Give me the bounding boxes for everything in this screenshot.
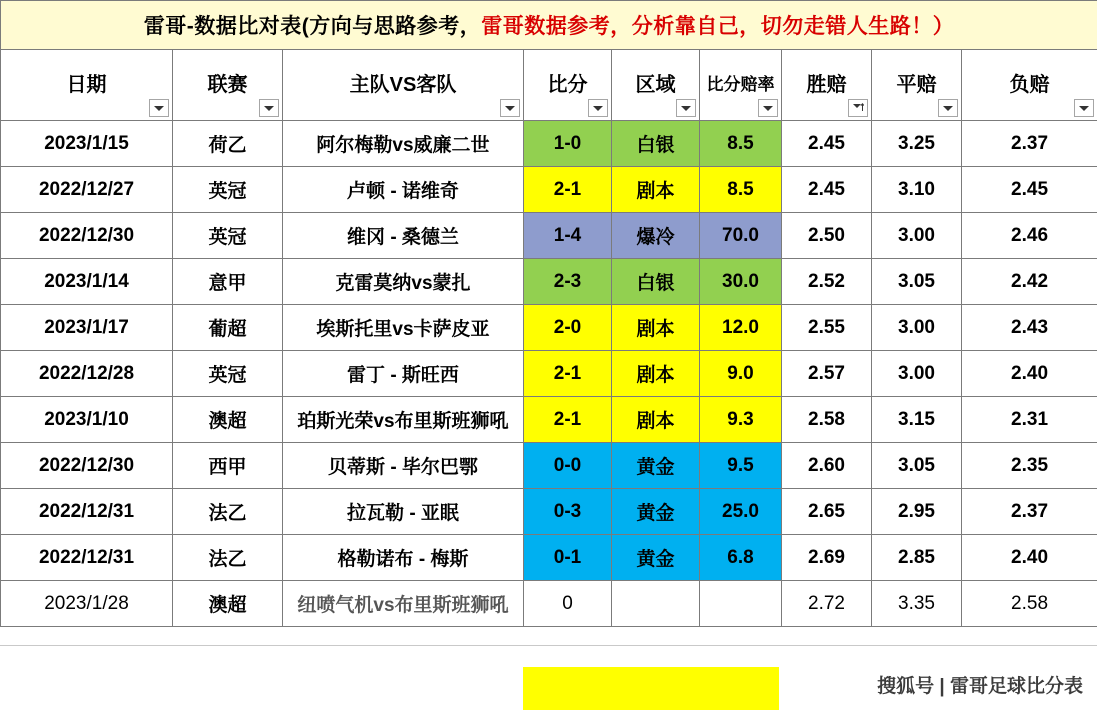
cell-match: 雷丁 - 斯旺西: [283, 351, 524, 397]
cell-date: 2023/1/17: [1, 305, 173, 351]
cell-draw-odds: 3.05: [872, 443, 962, 489]
cell-league: 荷乙: [173, 121, 283, 167]
table-bottom-divider: [0, 645, 1097, 646]
cell-zone: 黄金: [612, 489, 700, 535]
cell-score: 0-3: [524, 489, 612, 535]
cell-score: 1-0: [524, 121, 612, 167]
cell-lose-odds: 2.31: [962, 397, 1097, 443]
column-header-win-odds: [782, 50, 872, 121]
cell-match: 克雷莫纳vs蒙扎: [283, 259, 524, 305]
table-row[interactable]: [1, 167, 1097, 213]
column-header-label: 负赔: [1009, 73, 1050, 96]
filter-sort-ascending-icon[interactable]: [848, 99, 868, 117]
cell-date: 2022/12/27: [1, 167, 173, 213]
cell-lose-odds: 2.45: [962, 167, 1097, 213]
cell-date: 2023/1/10: [1, 397, 173, 443]
cell-score-rate: 30.0: [700, 259, 782, 305]
cell-match: 维冈 - 桑德兰: [283, 213, 524, 259]
cell-lose-odds: 2.43: [962, 305, 1097, 351]
column-header-label: 主队VS客队: [349, 73, 457, 96]
cell-draw-odds: 3.25: [872, 121, 962, 167]
cell-date: 2022/12/31: [1, 535, 173, 581]
cell-league: 西甲: [173, 443, 283, 489]
cell-lose-odds: 2.35: [962, 443, 1097, 489]
column-header-label: 平赔: [896, 73, 937, 96]
cell-zone: [612, 581, 700, 627]
cell-win-odds: 2.65: [782, 489, 872, 535]
cell-win-odds: 2.45: [782, 167, 872, 213]
cell-win-odds: 2.60: [782, 443, 872, 489]
cell-draw-odds: 3.00: [872, 351, 962, 397]
cell-match: 纽喷气机vs布里斯班狮吼: [283, 581, 524, 627]
cell-win-odds: 2.45: [782, 121, 872, 167]
cell-league: 法乙: [173, 489, 283, 535]
filter-dropdown-icon[interactable]: [676, 99, 696, 117]
cell-zone: 黄金: [612, 535, 700, 581]
cell-zone: 剧本: [612, 305, 700, 351]
cell-date: 2022/12/31: [1, 489, 173, 535]
column-header-date: [1, 50, 173, 121]
cell-date: 2023/1/15: [1, 121, 173, 167]
cell-score: 2-1: [524, 167, 612, 213]
cell-zone: 剧本: [612, 351, 700, 397]
cell-match: 卢顿 - 诺维奇: [283, 167, 524, 213]
cell-match: 贝蒂斯 - 毕尔巴鄂: [283, 443, 524, 489]
column-header-label: 日期: [66, 73, 107, 96]
cell-league: 澳超: [173, 581, 283, 627]
cell-draw-odds: 3.15: [872, 397, 962, 443]
cell-win-odds: 2.72: [782, 581, 872, 627]
cell-score-rate: 9.3: [700, 397, 782, 443]
cell-score: 0: [524, 581, 612, 627]
table-row[interactable]: [1, 305, 1097, 351]
column-header-lose-odds: [962, 50, 1097, 121]
cell-league: 英冠: [173, 351, 283, 397]
cell-zone: 剧本: [612, 167, 700, 213]
cell-match: 阿尔梅勒vs威廉二世: [283, 121, 524, 167]
cell-zone: 爆冷: [612, 213, 700, 259]
watermark-label: 搜狐号 | 雷哥足球比分表: [877, 676, 1083, 697]
cell-league: 葡超: [173, 305, 283, 351]
column-header-match: [283, 50, 524, 121]
cell-win-odds: 2.58: [782, 397, 872, 443]
cell-score-rate: 9.5: [700, 443, 782, 489]
table-row[interactable]: [1, 443, 1097, 489]
cell-score: 0-0: [524, 443, 612, 489]
cell-zone: 白银: [612, 121, 700, 167]
cell-score-rate: 70.0: [700, 213, 782, 259]
sheet-title-part1: 雷哥-数据比对表(方向与思路参考，: [143, 15, 482, 38]
cell-score: 2-1: [524, 397, 612, 443]
cell-score: 0-1: [524, 535, 612, 581]
filter-dropdown-icon[interactable]: [758, 99, 778, 117]
cell-zone: 剧本: [612, 397, 700, 443]
cell-win-odds: 2.55: [782, 305, 872, 351]
column-header-score-rate: [700, 50, 782, 121]
cell-draw-odds: 3.05: [872, 259, 962, 305]
cell-lose-odds: 2.40: [962, 351, 1097, 397]
filter-dropdown-icon[interactable]: [500, 99, 520, 117]
cell-score-rate: 6.8: [700, 535, 782, 581]
cell-win-odds: 2.57: [782, 351, 872, 397]
filter-dropdown-icon[interactable]: [259, 99, 279, 117]
cell-league: 法乙: [173, 535, 283, 581]
cell-score: 2-3: [524, 259, 612, 305]
filter-dropdown-icon[interactable]: [1074, 99, 1094, 117]
table-row[interactable]: [1, 489, 1097, 535]
sheet-title: [1, 1, 1097, 50]
cell-win-odds: 2.69: [782, 535, 872, 581]
cell-match: 珀斯光荣vs布里斯班狮吼: [283, 397, 524, 443]
cell-date: 2023/1/28: [1, 581, 173, 627]
cell-score: 1-4: [524, 213, 612, 259]
cell-draw-odds: 3.10: [872, 167, 962, 213]
cell-league: 英冠: [173, 213, 283, 259]
filter-dropdown-icon[interactable]: [938, 99, 958, 117]
cell-match: 拉瓦勒 - 亚眠: [283, 489, 524, 535]
filter-dropdown-icon[interactable]: [149, 99, 169, 117]
cell-match: 埃斯托里vs卡萨皮亚: [283, 305, 524, 351]
cell-match: 格勒诺布 - 梅斯: [283, 535, 524, 581]
cell-score-rate: 12.0: [700, 305, 782, 351]
empty-cell-left[interactable]: [0, 667, 524, 710]
column-header-draw-odds: [872, 50, 962, 121]
cell-lose-odds: 2.42: [962, 259, 1097, 305]
cell-date: 2022/12/30: [1, 213, 173, 259]
column-header-league: [173, 50, 283, 121]
cell-lose-odds: 2.46: [962, 213, 1097, 259]
table-row[interactable]: [1, 581, 1097, 627]
title-row: [1, 1, 1097, 50]
cell-win-odds: 2.50: [782, 213, 872, 259]
cell-zone: 白银: [612, 259, 700, 305]
table-row[interactable]: [1, 535, 1097, 581]
cell-draw-odds: 2.85: [872, 535, 962, 581]
cell-league: 澳超: [173, 397, 283, 443]
column-header-label: 比分赔率: [706, 75, 775, 95]
table-row[interactable]: [1, 351, 1097, 397]
table-row[interactable]: [1, 213, 1097, 259]
cell-score-rate: 9.0: [700, 351, 782, 397]
filter-dropdown-icon[interactable]: [588, 99, 608, 117]
cell-lose-odds: 2.58: [962, 581, 1097, 627]
cell-lose-odds: 2.37: [962, 489, 1097, 535]
cell-draw-odds: 3.00: [872, 213, 962, 259]
cell-draw-odds: 3.35: [872, 581, 962, 627]
cell-score-rate: 8.5: [700, 121, 782, 167]
cell-league: 意甲: [173, 259, 283, 305]
cell-date: 2023/1/14: [1, 259, 173, 305]
cell-league: 英冠: [173, 167, 283, 213]
column-header-zone: [612, 50, 700, 121]
header-row: [1, 50, 1097, 121]
cell-score-rate: [700, 581, 782, 627]
cell-lose-odds: 2.37: [962, 121, 1097, 167]
column-header-score: [524, 50, 612, 121]
cell-score: 2-0: [524, 305, 612, 351]
cell-score-rate: 8.5: [700, 167, 782, 213]
table-row[interactable]: [1, 397, 1097, 443]
cell-draw-odds: 2.95: [872, 489, 962, 535]
column-header-label: 联赛: [207, 73, 248, 96]
cell-draw-odds: 3.00: [872, 305, 962, 351]
cell-date: 2022/12/28: [1, 351, 173, 397]
cell-score-rate: 25.0: [700, 489, 782, 535]
cell-win-odds: 2.52: [782, 259, 872, 305]
column-header-label: 胜赔: [806, 73, 847, 96]
table-row[interactable]: [1, 121, 1097, 167]
table-row[interactable]: [1, 259, 1097, 305]
sheet-title-part2: 雷哥数据参考，分析靠自己，切勿走错人生路！）: [481, 15, 955, 38]
cell-score: 2-1: [524, 351, 612, 397]
column-header-label: 区域: [635, 73, 676, 96]
cell-lose-odds: 2.40: [962, 535, 1097, 581]
highlighted-empty-cells[interactable]: [523, 667, 779, 710]
column-header-label: 比分: [547, 73, 588, 96]
cell-zone: 黄金: [612, 443, 700, 489]
cell-date: 2022/12/30: [1, 443, 173, 489]
